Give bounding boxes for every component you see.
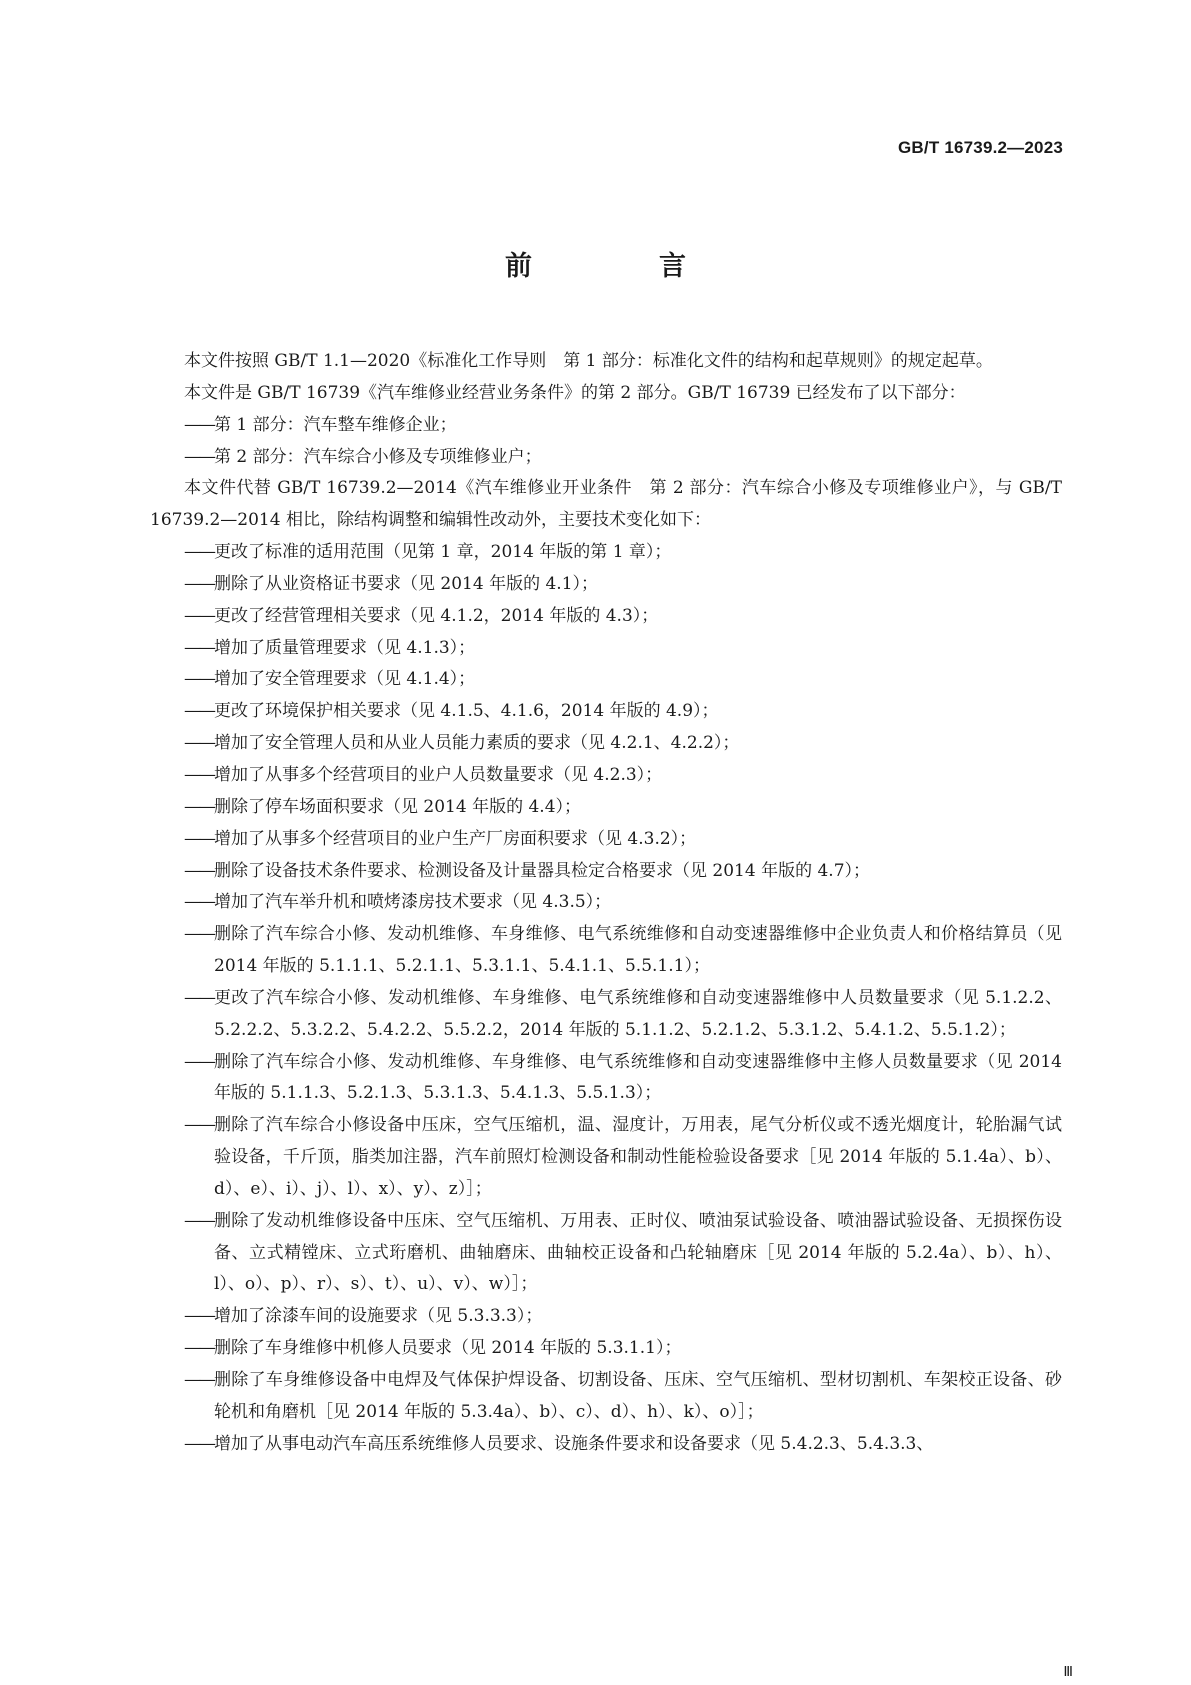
list-item xyxy=(150,856,1062,888)
list-item-text: 更改了经营管理相关要求（见 4.1.2，2014 年版的 4.3）； xyxy=(214,605,659,626)
dash-marker: —— xyxy=(184,542,214,563)
dash-marker: —— xyxy=(184,1370,214,1390)
dash-marker: —— xyxy=(184,637,214,658)
dash-marker: —— xyxy=(184,701,214,722)
changes-list xyxy=(150,537,1062,1460)
list-item xyxy=(150,1206,1062,1302)
list-item-text: 增加了质量管理要求（见 4.1.3）； xyxy=(214,637,476,658)
dash-marker: —— xyxy=(184,1115,214,1136)
standard-code: GB/T 16739.2—2023 xyxy=(898,138,1063,157)
list-item xyxy=(150,696,1062,728)
dash-marker: —— xyxy=(184,1210,214,1231)
list-item xyxy=(150,442,1062,474)
dash-marker: —— xyxy=(184,733,214,754)
list-item xyxy=(150,887,1062,919)
dash-marker: —— xyxy=(184,764,214,785)
dash-marker: —— xyxy=(184,605,214,626)
list-item-text: 删除了车身维修中机修人员要求（见 2014 年版的 5.3.1.1）； xyxy=(214,1338,682,1359)
dash-marker: —— xyxy=(184,446,214,467)
list-item xyxy=(150,1301,1062,1333)
list-item-text: 更改了汽车综合小修、发动机维修、车身维修、电气系统维修和自动变速器维修中人员数量要求（见 5.1.2.2、5.2.2.2、5.3.2.2、5.4.2.2、5.5.2.2，2014 年版的 5.1.1.2、5.2.1.2、5.3.1.2、5.4.1.2、5.5.1.2）； xyxy=(214,987,1062,1040)
list-item-text: 删除了从业资格证书要求（见 2014 年版的 4.1）； xyxy=(214,573,599,594)
list-item xyxy=(150,1110,1062,1206)
list-item xyxy=(150,410,1062,442)
dash-marker: —— xyxy=(184,796,214,817)
list-item xyxy=(150,537,1062,569)
list-item-text: 第 1 部分：汽车整车维修企业； xyxy=(214,414,457,435)
list-item xyxy=(150,792,1062,824)
dash-marker: —— xyxy=(184,860,214,881)
document-body xyxy=(150,346,1062,1461)
list-item-text: 删除了汽车综合小修、发动机维修、车身维修、电气系统维修和自动变速器维修中主修人员数量要求（见 2014 年版的 5.1.1.3、5.2.1.3、5.3.1.3、5.4.1.3、5.5.1.3）； xyxy=(214,1051,1062,1104)
list-item-text: 增加了安全管理人员和从业人员能力素质的要求（见 4.2.1、4.2.2）； xyxy=(214,733,740,754)
dash-marker: —— xyxy=(184,828,214,849)
paragraph-series-parts: 本文件是 GB/T 16739《汽车维修业经营业务条件》的第 2 部分。GB/T 16739 已经发布了以下部分： xyxy=(184,382,966,403)
list-item-text: 删除了汽车综合小修、发动机维修、车身维修、电气系统维修和自动变速器维修中企业负责人和价格结算员（见 2014 年版的 5.1.1.1、5.2.1.1、5.3.1.1、5.4.1.1、5.5.1.1）； xyxy=(214,924,1062,977)
list-item xyxy=(150,664,1062,696)
dash-marker: —— xyxy=(184,573,214,594)
list-item xyxy=(150,1365,1062,1429)
list-item xyxy=(150,569,1062,601)
list-item xyxy=(150,633,1062,665)
dash-marker: —— xyxy=(184,669,214,690)
list-item xyxy=(150,760,1062,792)
dash-marker: —— xyxy=(184,892,214,913)
list-item-text: 删除了车身维修设备中电焊及气体保护焊设备、切割设备、压床、空气压缩机、型材切割机、车架校正设备、砂轮机和角磨机［见 2014 年版的 5.3.4a）、b）、c）、d）、h）、k）、o）］； xyxy=(214,1370,1062,1422)
list-item xyxy=(150,1047,1062,1111)
list-item xyxy=(150,919,1062,983)
dash-marker: —— xyxy=(184,1338,214,1359)
paragraph-replacement: 本文件代替 GB/T 16739.2—2014《汽车维修业开业条件 第 2 部分：汽车综合小修及专项维修业户》，与 GB/T 16739.2—2014 相比，除结构调整和编辑性改动外，主要技术变化如下： xyxy=(150,478,1062,531)
list-item xyxy=(150,983,1062,1047)
page-title: 前 言 xyxy=(505,251,736,282)
dash-marker: —— xyxy=(184,924,214,945)
dash-marker: —— xyxy=(184,414,214,435)
list-item xyxy=(150,601,1062,633)
list-item-text: 增加了汽车举升机和喷烤漆房技术要求（见 4.3.5）； xyxy=(214,892,612,913)
list-item-text: 更改了环境保护相关要求（见 4.1.5、4.1.6，2014 年版的 4.9）； xyxy=(214,701,719,722)
list-item-text: 增加了涂漆车间的设施要求（见 5.3.3.3）； xyxy=(214,1306,543,1327)
dash-marker: —— xyxy=(184,1433,214,1454)
list-item xyxy=(150,824,1062,856)
dash-marker: —— xyxy=(184,1306,214,1327)
list-item xyxy=(150,1333,1062,1365)
list-item-text: 删除了汽车综合小修设备中压床，空气压缩机，温、湿度计，万用表，尾气分析仪或不透光烟度计，轮胎漏气试验设备，千斤顶，脂类加注器，汽车前照灯检测设备和制动性能检验设备要求［见 2014 年版的 5.1.4a）、b）、d）、e）、i）、j）、l）、x）、y）、z）］； xyxy=(214,1115,1062,1199)
list-item-text: 删除了停车场面积要求（见 2014 年版的 4.4）； xyxy=(214,796,582,817)
page-number: Ⅲ xyxy=(1063,1665,1073,1680)
list-item-text: 增加了从事多个经营项目的业户人员数量要求（见 4.2.3）； xyxy=(214,764,663,785)
dash-marker: —— xyxy=(184,987,214,1008)
list-item-text: 更改了标准的适用范围（见第 1 章，2014 年版的第 1 章）； xyxy=(214,542,672,563)
list-item-text: 删除了设备技术条件要求、检测设备及计量器具检定合格要求（见 2014 年版的 4.7）； xyxy=(214,860,871,881)
list-item-text: 增加了从事电动汽车高压系统维修人员要求、设施条件要求和设备要求（见 5.4.2.3、5.4.3.3、 xyxy=(214,1433,934,1454)
list-item-text: 增加了安全管理要求（见 4.1.4）； xyxy=(214,669,476,690)
list-item xyxy=(150,728,1062,760)
dash-marker: —— xyxy=(184,1051,214,1072)
paragraph-drafting-rules: 本文件按照 GB/T 1.1—2020《标准化工作导则 第 1 部分：标准化文件的结构和起草规则》的规定起草。 xyxy=(184,351,993,371)
parts-list xyxy=(150,410,1062,474)
list-item-text: 第 2 部分：汽车综合小修及专项维修业户； xyxy=(214,446,542,467)
list-item-text: 增加了从事多个经营项目的业户生产厂房面积要求（见 4.3.2）； xyxy=(214,828,697,849)
list-item xyxy=(150,1429,1062,1461)
list-item-text: 删除了发动机维修设备中压床、空气压缩机、万用表、正时仪、喷油泵试验设备、喷油器试验设备、无损探伤设备、立式精镗床、立式珩磨机、曲轴磨床、曲轴校正设备和凸轮轴磨床［见 2014 年版的 5.2.4a）、b）、h）、l）、o）、p）、r）、s）、t）、u）、v）、w）］； xyxy=(214,1210,1062,1295)
